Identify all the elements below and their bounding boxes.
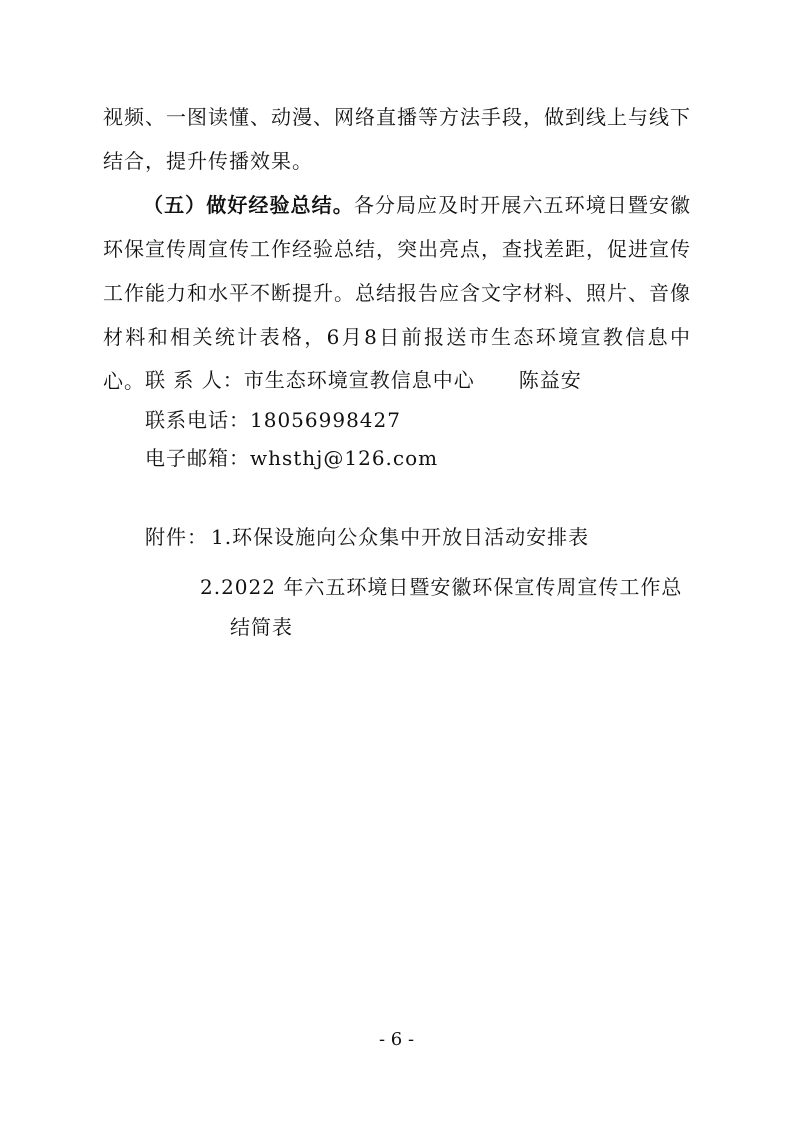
section-heading-5: （五）做好经验总结。	[143, 193, 354, 217]
attachment-item-2-line-1: 2.2022 年六五环境日暨安徽环保宣传周宣传工作总	[200, 575, 683, 599]
contact-email-address: whsthj@126.com	[250, 446, 439, 470]
contact-phone-number: 18056998427	[250, 408, 401, 432]
attachment-item-1: 1.环保设施向公众集中开放日活动安排表	[211, 525, 590, 549]
contact-phone-line	[145, 405, 401, 435]
attachments-label: 附件：	[145, 525, 208, 549]
attachment-item-2	[200, 567, 700, 647]
attachment-item-2-line-2: 结简表	[230, 615, 293, 639]
contact-organization: 市生态环境宣教信息中心	[243, 368, 475, 392]
contact-name: 陈益安	[518, 368, 582, 392]
contact-phone-label: 联系电话：	[145, 408, 250, 432]
contact-person-label: 联 系 人：	[145, 368, 244, 392]
contact-person-line	[145, 365, 582, 395]
body-paragraph-1: 视频、一图读懂、动漫、网络直播等方法手段，做到线上与线下结合，提升传播效果。	[103, 105, 691, 173]
contact-email-label: 电子邮箱：	[145, 446, 250, 470]
section-5-text: 各分局应及时开展六五环境日暨安徽环保宣传周宣传工作经验总结，突出亮点，查找差距，促进宣传工作能力和水平不断提升。总结报告应含文字材料、照片、音像材料和相关统计表格，6月8日前报送市生态环境宣教信息中心。	[103, 193, 692, 393]
page-number: - 6 -	[378, 1029, 415, 1050]
contact-email-line	[145, 443, 438, 473]
